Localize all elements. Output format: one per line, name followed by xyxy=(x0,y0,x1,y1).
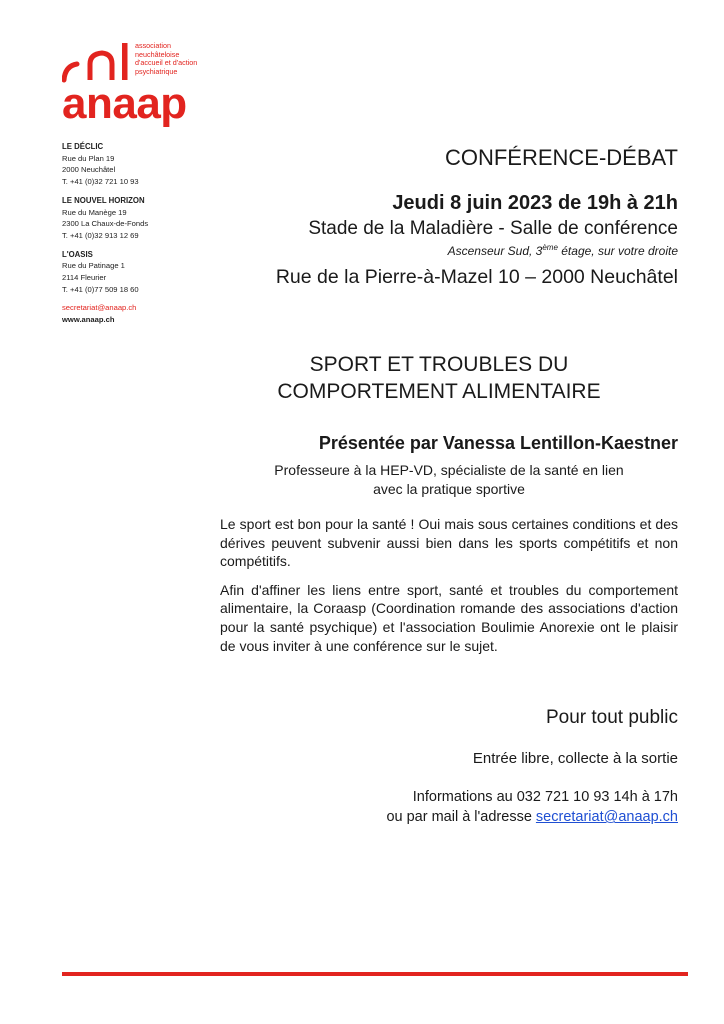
logo-mark-icon xyxy=(62,40,132,84)
email-link[interactable]: secretariat@anaap.ch xyxy=(535,809,678,826)
presenter-name: Présentée par Vanessa Lentillon-Kaestner xyxy=(318,433,678,453)
site-le-declic xyxy=(62,141,202,188)
site-city: 2300 La Chaux-de-Fonds xyxy=(62,219,149,229)
site-phone: T. +41 (0)32 913 12 69 xyxy=(62,230,139,240)
access-text: étage, sur votre droite xyxy=(557,244,678,258)
event-venue: Stade de la Maladière - Salle de conférence xyxy=(308,218,678,239)
site-name: L'OASIS xyxy=(62,249,93,259)
presenter-role-line: avec la pratique sportive xyxy=(373,481,525,497)
logo-wordmark: anaap xyxy=(62,79,187,128)
site-city: 2000 Neuchâtel xyxy=(62,165,116,175)
event-date: Jeudi 8 juin 2023 de 19h à 21h xyxy=(392,192,678,214)
site-phone: T. +41 (0)77 509 18 60 xyxy=(62,284,139,294)
talk-title-line: COMPORTEMENT ALIMENTAIRE xyxy=(277,380,601,403)
contact-phone-line: Informations au 032 721 10 93 14h à 17h xyxy=(412,789,678,806)
event-type-heading: CONFÉRENCE-DÉBAT xyxy=(444,145,678,170)
main-content xyxy=(200,143,678,827)
sidebar-website-link[interactable]: www.anaap.ch xyxy=(62,315,115,325)
site-street: Rue du Patinage 1 xyxy=(62,261,125,271)
event-access-note xyxy=(200,241,678,258)
tagline-line: neuchâteloise xyxy=(135,49,180,59)
entry-info: Entrée libre, collecte à la sortie xyxy=(472,750,678,768)
talk-title xyxy=(200,351,678,405)
sidebar-addresses xyxy=(62,141,202,326)
presenter-role xyxy=(200,461,678,499)
site-l-oasis xyxy=(62,249,202,296)
body-paragraph: Afin d'affiner les liens entre sport, santé et troubles du comportement alimentaire, la Coraasp (Coordination romande des associations d'action pour la santé psychique) et l'association Boulimie Anorexie ont le plaisir de vous inviter à une conférence sur le sujet. xyxy=(220,581,678,654)
site-name: LE NOUVEL HORIZON xyxy=(62,195,145,205)
event-address: Rue de la Pierre-à-Mazel 10 – 2000 Neuchâtel xyxy=(275,266,678,288)
audience-label: Pour tout public xyxy=(545,707,678,729)
access-superscript: ème xyxy=(542,243,558,252)
body-paragraph: Le sport est bon pour la santé ! Oui mais sous certaines conditions et des dérives peuvent subvenir aussi bien dans les sports compétitifs et non compétitifs. xyxy=(220,516,678,570)
tagline-line: psychiatrique xyxy=(135,66,178,76)
tagline-line: association xyxy=(135,41,171,50)
contact-mail-prefix: ou par mail à l'adresse xyxy=(386,809,536,826)
site-le-nouvel-horizon xyxy=(62,195,202,242)
site-phone: T. +41 (0)32 721 10 93 xyxy=(62,177,139,187)
logo-tagline xyxy=(135,42,235,76)
anaap-logo xyxy=(62,40,222,132)
tagline-line: d'accueil et d'action xyxy=(135,58,198,68)
presenter-role-line: Professeure à la HEP-VD, spécialiste de la santé en lien xyxy=(274,462,624,478)
talk-title-line: SPORT ET TROUBLES DU xyxy=(309,353,569,376)
access-text: Ascenseur Sud, 3 xyxy=(447,244,543,258)
sidebar-email-link[interactable]: secretariat@anaap.ch xyxy=(62,303,137,313)
footer-divider xyxy=(62,972,688,976)
site-street: Rue du Manège 19 xyxy=(62,207,127,217)
contact-info xyxy=(200,787,678,827)
contact-mail-line xyxy=(200,807,678,827)
site-street: Rue du Plan 19 xyxy=(62,153,115,163)
site-city: 2114 Fleurier xyxy=(62,273,107,283)
site-name: LE DÉCLIC xyxy=(62,142,104,151)
